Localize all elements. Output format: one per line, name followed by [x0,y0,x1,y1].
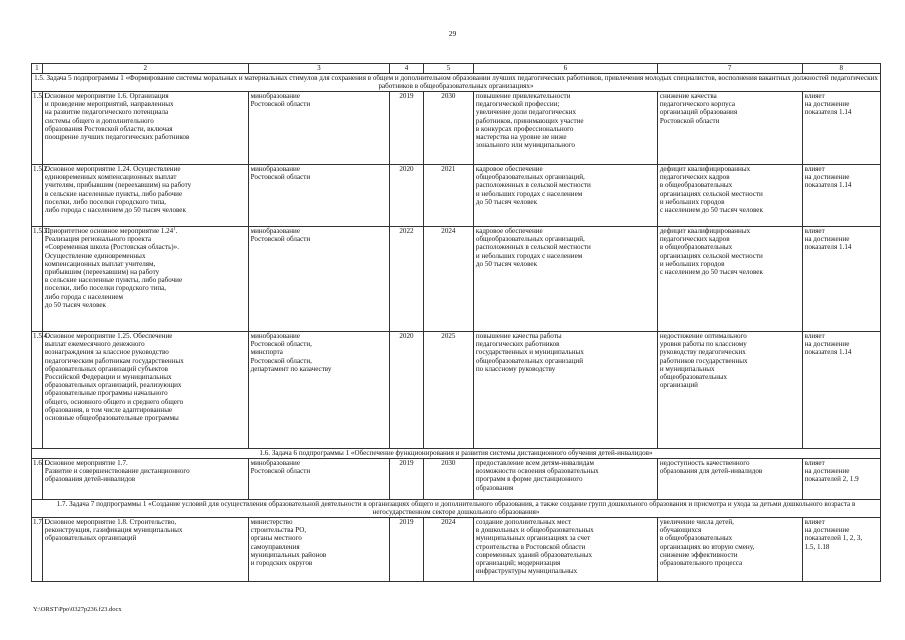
executor: минобразование Ростовской области [248,92,390,165]
start-year: 2019 [390,92,424,165]
start-year: 2019 [390,518,424,582]
non-implementation-consequences: дефицит квалифицированных педагогических кадров в общеобразовательных организациях сельской местности и небольших городов с населением до 50 тысяч человек [657,227,802,332]
expected-result: предоставление всем детям-инвалидам возможности освоения образовательных программ в форме дистанционного образования [473,459,657,500]
indicator-link: влияет на достижение показателей 1, 2, 3, 1.5, 1.18 [802,518,880,582]
start-year: 2020 [390,165,424,227]
non-implementation-consequences: снижение качества педагогического корпуса организаций образования Ростовской области [657,92,802,165]
end-year: 2030 [423,92,473,165]
column-number: 4 [390,64,424,74]
end-year: 2025 [423,332,473,449]
column-number: 3 [248,64,390,74]
task-heading: 1.7. Задача 7 подпрограммы 1 «Создание условий для осуществления образовательной деятельности в организациях общего и дополнительного образования, а также создание групп дошкольного образования и присмотра и ухода за детьми дошкольного возраста в негосударственном секторе дошкольного образования» [32,500,881,518]
indicator-link: влияет на достижение показателя 1.14 [802,227,880,332]
expected-result: кадровое обеспечение общеобразовательных организаций, расположенных в сельской местности и небольших городах с населением до 50 тысяч человек [473,227,657,332]
file-path-footer: Y:\ORST\Ppo\0327p236.f23.docx [33,606,122,613]
row-number: 1.5.1. [32,92,43,165]
executor: минобразование Ростовской области [248,459,390,500]
column-number: 2 [42,64,248,74]
column-number: 5 [423,64,473,74]
measure-name: Основное мероприятие 1.7. Развитие и совершенствование дистанционного образования детей-инвалидов [42,459,248,500]
footnote-mark: 1 [173,226,176,232]
expected-result: повышение качества работы педагогических работников государственных и муниципальных общеобразовательных организаций по классному руководству [473,332,657,449]
executor: минобразование Ростовской области, минспорта Ростовской области, департамент по казачеству [248,332,390,449]
row-number: 1.6.1. [32,459,43,500]
page-number: 29 [448,29,457,38]
end-year: 2021 [423,165,473,227]
row-number: 1.5.3. [32,227,43,332]
table-row [32,332,881,449]
executor: минобразование Ростовской области [248,165,390,227]
column-number: 1 [32,64,43,74]
table-row [32,92,881,165]
measure-name: Основное мероприятие 1.6. Организация и проведение мероприятий, направленных на развитие педагогического потенциала системы общего и дополнительного образования Ростовской области, включая поощрение лучших педагогических работников [42,92,248,165]
non-implementation-consequences: недостижение оптимального уровня работы по классному руководству педагогических работников государственных и муниципальных общеобразовательных организаций [657,332,802,449]
table-row [32,459,881,500]
expected-result: создание дополнительных мест в дошкольных и общеобразовательных муниципальных организациях за счет строительства в Ростовской области современных зданий образовательных организаций; модернизация инфраструктуры муниципальных [473,518,657,582]
column-number: 8 [802,64,880,74]
measure-name: Основное мероприятие 1.24. Осуществление единовременных компенсационных выплат учителям, прибывшим (переехавшим) на работу в сельские населенные пункты, либо рабочие поселки, либо поселки городского типа, либо города с населением до 50 тысяч человек [42,165,248,227]
task-header-row [32,74,881,92]
indicator-link: влияет на достижение показателей 2, 1.9 [802,459,880,500]
start-year: 2019 [390,459,424,500]
non-implementation-consequences: дефицит квалифицированных педагогических кадров в общеобразовательных организациях сельской местности и небольших городов с населением до 50 тысяч человек [657,165,802,227]
end-year: 2024 [423,518,473,582]
column-number: 6 [473,64,657,74]
table-row [32,518,881,582]
indicator-link: влияет на достижение показателя 1.14 [802,332,880,449]
row-number: 1.7.1. [32,518,43,582]
measure-name [42,227,248,332]
end-year: 2024 [423,227,473,332]
row-number: 1.5.2. [32,165,43,227]
measures-table [31,63,881,582]
task-heading: 1.6. Задача 6 подпрограммы 1 «Обеспечение функционирования и развития системы дистанционного обучения детей-инвалидов» [32,449,881,459]
indicator-link: влияет на достижение показателя 1.14 [802,165,880,227]
start-year: 2022 [390,227,424,332]
non-implementation-consequences: недоступность качественного образования для детей-инвалидов [657,459,802,500]
indicator-link: влияет на достижение показателя 1.14 [802,92,880,165]
task-header-row [32,449,881,459]
task-heading: 1.5. Задача 5 подпрограммы 1 «Формирование системы моральных и материальных стимулов для сохранения в общем и дополнительном образовании лучших педагогических работников, привлечения молодых специалистов, восполнения вакантных должностей педагогических работников в общеобразовательных организациях» [32,74,881,92]
column-number-row [32,64,881,74]
table-row [32,227,881,332]
measure-name: Основное мероприятие 1.8. Строительство, реконструкция, газификация муниципальных образовательных организаций [42,518,248,582]
non-implementation-consequences: увеличение числа детей, обучающихся в общеобразовательных организациях во вторую смену, снижение эффективности образовательного процесса [657,518,802,582]
executor: минобразование Ростовской области [248,227,390,332]
expected-result: повышение привлекательности педагогической профессии; увеличение доли педагогических работников, принимающих участие в конкурсах профессионального мастерства на уровне не ниже зонального или муниципального [473,92,657,165]
column-number: 7 [657,64,802,74]
measure-name: Основное мероприятие 1.25. Обеспечение выплат ежемесячного денежного вознаграждения за классное руководство педагогическим работникам государственных образовательных организаций субъектов Российской Федерации и муниципальных образовательных организаций, реализующих образовательные программы начального общего, основного общего и среднего общего образования, в том числе адаптированные основные общеобразовательные программы [42,332,248,449]
measure-name-part: . Реализация регионального проекта «Современная школа (Ростовская область)». Осуществление единовременных компенсационных выплат учителям, прибывшим (переехавшим) на работу в сельские населенные пункты, либо рабочие поселки, либо поселки городского типа, либо города с населением до 50 тысяч человек [44,227,183,309]
end-year: 2030 [423,459,473,500]
table-row [32,165,881,227]
executor: министерство строительства РО, органы местного самоуправления муниципальных районов и городских округов [248,518,390,582]
task-header-row [32,500,881,518]
measure-name-part: Приоритетное основное мероприятие 1.24 [44,227,174,235]
expected-result: кадровое обеспечение общеобразовательных организаций, расположенных в сельской местности и небольших городах с населением до 50 тысяч человек [473,165,657,227]
start-year: 2020 [390,332,424,449]
row-number: 1.5.4. [32,332,43,449]
